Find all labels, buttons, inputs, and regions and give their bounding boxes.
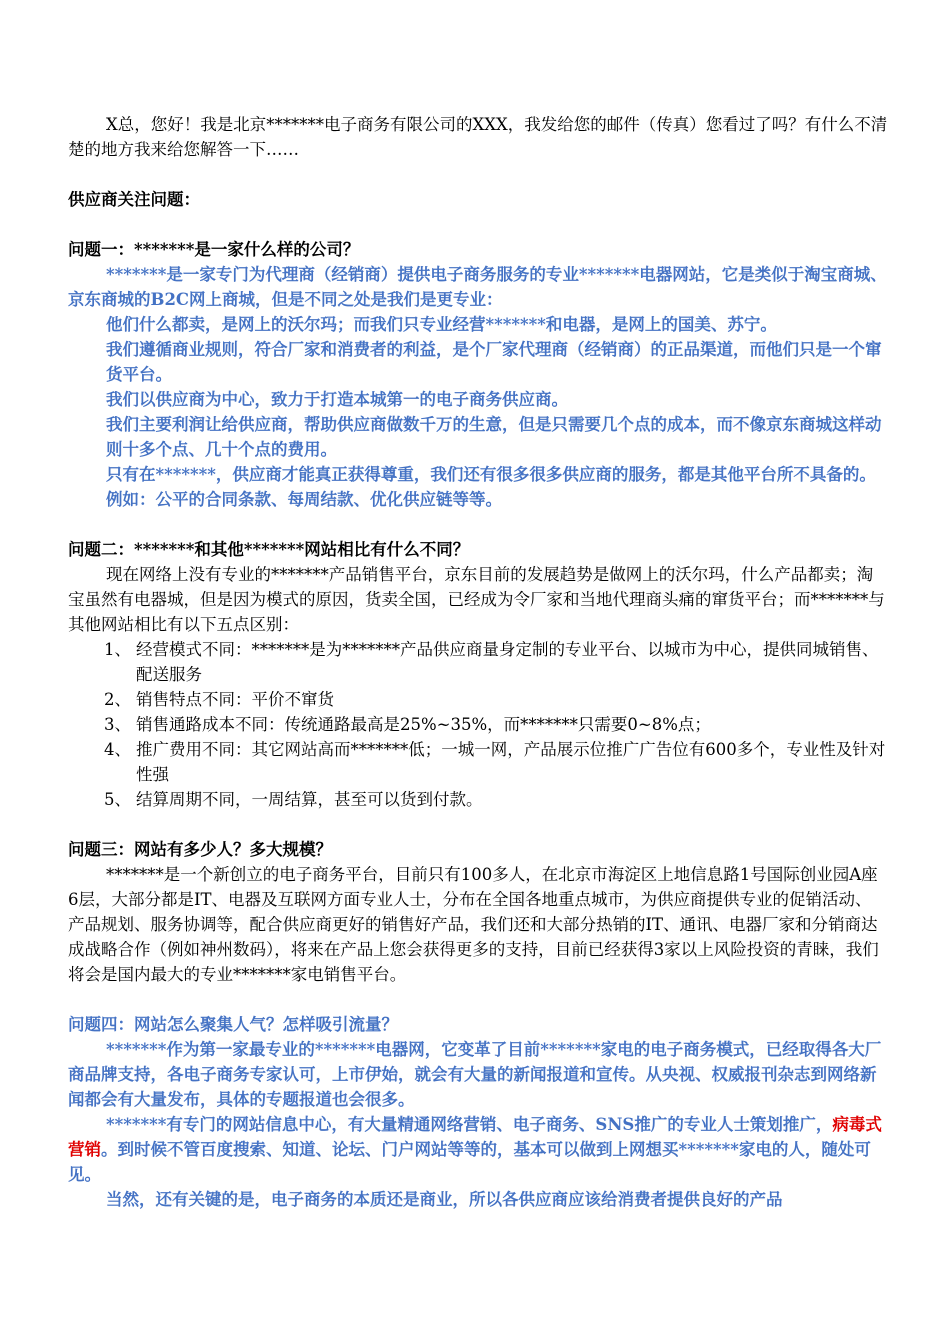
list-text: 经营模式不同：*******是为*******产品供应商量身定制的专业平台、以城市为中心，提供同城销售、配送服务 — [136, 640, 879, 684]
q3-title: 问题三：网站有多少人？多大规模？ — [68, 840, 332, 859]
list-number: 2、 — [104, 690, 131, 709]
q4-paragraph-1: *******作为第一家最专业的*******电器网，它变革了目前*******家电的电子商务模式，已经取得各大厂商品牌支持，各电子商务专家认可，上市伊始，就会有大量的新闻报道和宣传。从央视、权威报刊杂志到网络新闻都会有大量发布，具体的专题报道也会很多。 — [68, 1040, 882, 1109]
q1-point: 我们主要利润让给供应商，帮助供应商做数千万的生意，但是只需要几个点的成本，而不像京东商城这样动则十多个点、几十个点的费用。 — [106, 415, 882, 459]
list-number: 5、 — [104, 790, 131, 809]
q1-point: 他们什么都卖，是网上的沃尔玛；而我们只专业经营*******和电器，是网上的国美、苏宁。 — [106, 315, 777, 334]
q1-point: 我们遵循商业规则，符合厂家和消费者的利益，是个厂家代理商（经销商）的正品渠道，而他们只是一个窜货平台。 — [106, 340, 882, 384]
q1-title: 问题一：*******是一家什么样的公司？ — [68, 240, 360, 259]
q3-body: *******是一个新创立的电子商务平台，目前只有100多人，在北京市海淀区上地信息路1号国际创业园A座6层，大部分都是IT、电器及互联网方面专业人士，分布在全国各地重点城市，为供应商提供专业的促销活动、产品规划、服务协调等，配合供应商更好的销售好产品，我们还和大部分热销的IT、通讯、电器厂家和分销商达成战略合作（例如神州数码），将来在产品上您会获得更多的支持，目前已经获得3家以上风险投资的青睐，我们将会是国内最大的专业*******家电销售平台。 — [68, 865, 879, 984]
q4-title: 问题四：网站怎么聚集人气？怎样吸引流量？ — [68, 1015, 398, 1034]
list-item — [68, 637, 888, 687]
list-text: 销售通路成本不同：传统通路最高是25%~35%，而*******只需要0~8%点； — [136, 715, 711, 734]
list-item — [68, 687, 888, 712]
q4-paragraph-2 — [68, 1112, 888, 1187]
section-title: 供应商关注问题： — [68, 190, 200, 209]
q4-p2-start: *******有专门的网站信息中心，有大量精通网络营销、电子商务、SNS推广的专业人士策划推广， — [106, 1115, 833, 1134]
q1-point: 例如：公平的合同条款、每周结款、优化供应链等等。 — [106, 490, 502, 509]
list-text: 推广费用不同：其它网站高而*******低；一城一网，产品展示位推广广告位有600多个，专业性及针对性强 — [136, 740, 886, 784]
q4-p2-end: 。到时候不管百度搜索、知道、论坛、门户网站等等的，基本可以做到上网想买*******家电的人，随处可见。 — [68, 1140, 871, 1184]
list-number: 1、 — [104, 640, 131, 659]
q1-lead: *******是一家专门为代理商（经销商）提供电子商务服务的专业*******电器网站，它是类似于淘宝商城、京东商城的B2C网上商城，但是不同之处是我们是更专业： — [68, 265, 887, 309]
list-item — [68, 737, 888, 787]
list-item — [68, 712, 888, 737]
list-text: 结算周期不同，一周结算，甚至可以货到付款。 — [136, 790, 483, 809]
list-number: 4、 — [104, 740, 131, 759]
viral-marketing-highlight: 病毒式营销 — [68, 1115, 882, 1159]
document-page — [68, 112, 888, 1212]
q2-lead: 现在网络上没有专业的*******产品销售平台，京东目前的发展趋势是做网上的沃尔玛，什么产品都卖；淘宝虽然有电器城，但是因为模式的原因，货卖全国，已经成为令厂家和当地代理商头痛的窜货平台；而*******与其他网站相比有以下五点区别： — [68, 565, 885, 634]
q2-title: 问题二：*******和其他*******网站相比有什么不同？ — [68, 540, 470, 559]
intro-paragraph: X总，您好！我是北京*******电子商务有限公司的XXX，我发给您的邮件（传真）您看过了吗？有什么不清楚的地方我来给您解答一下…… — [68, 115, 888, 159]
q1-point: 只有在*******，供应商才能真正获得尊重，我们还有很多很多供应商的服务，都是其他平台所不具备的。 — [106, 465, 876, 484]
list-item — [68, 787, 888, 812]
list-text: 销售特点不同：平价不窜货 — [136, 690, 334, 709]
q4-paragraph-3: 当然，还有关键的是，电子商务的本质还是商业，所以各供应商应该给消费者提供良好的产品 — [106, 1190, 783, 1209]
list-number: 3、 — [104, 715, 131, 734]
q1-point: 我们以供应商为中心，致力于打造本城第一的电子商务供应商。 — [106, 390, 568, 409]
